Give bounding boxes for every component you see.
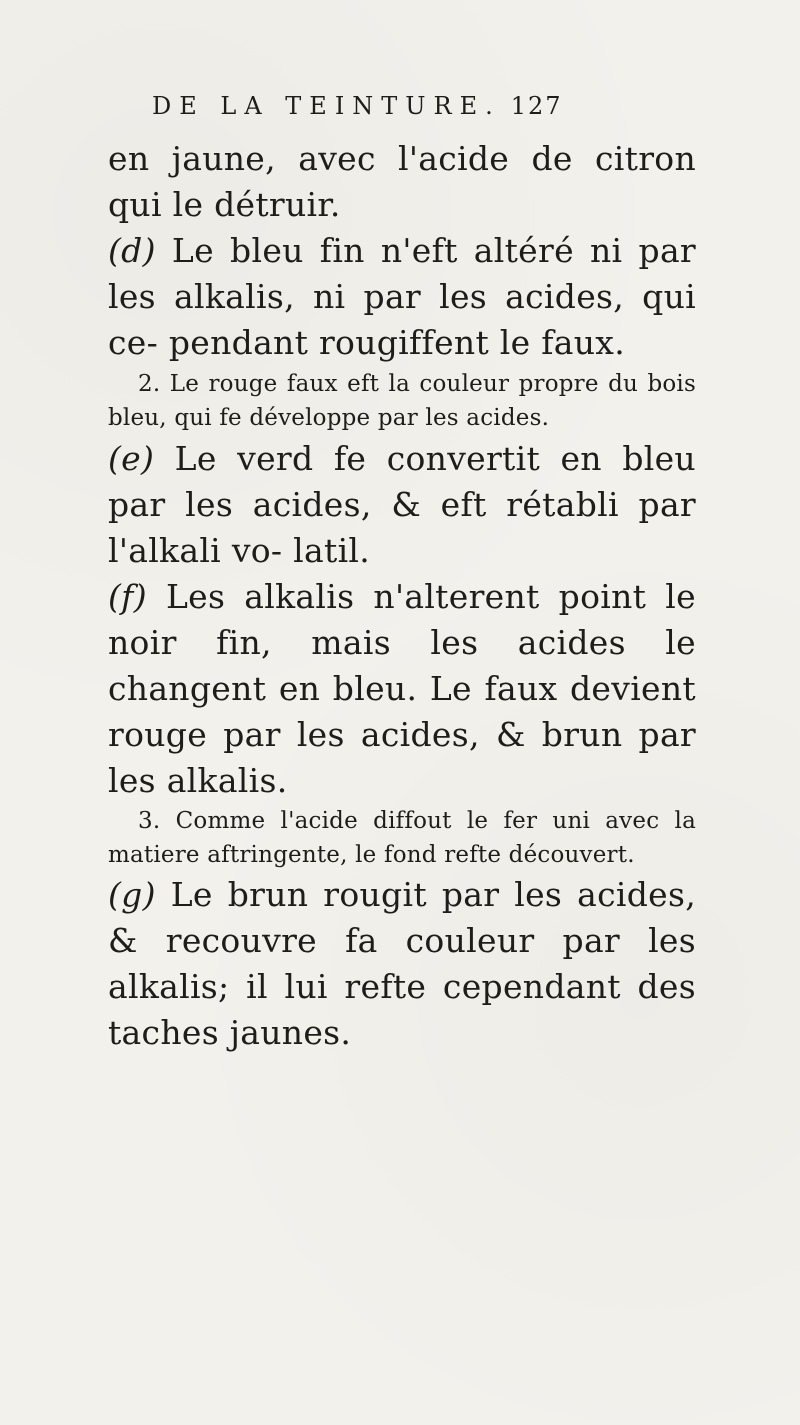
- note-3: [108, 804, 696, 872]
- note-3-text: 3. Comme l'acide diffout le fer uni avec la matiere aftringente, le fond refte découvert.: [108, 808, 696, 868]
- paragraph-f-text: Les alkalis n'alterent point le noir fin, mais les acides le changent en bleu. Le faux devient rouge par les acides, & brun par les alkalis.: [108, 577, 696, 800]
- paragraph-1-text: en jaune, avec l'acide de citron qui le détruir.: [108, 139, 696, 224]
- paragraph-1: [108, 136, 696, 228]
- paragraph-f: [108, 574, 696, 804]
- note-2: [108, 367, 696, 435]
- paragraph-g-text: Le brun rougit par les acides, & recouvre fa couleur par les alkalis; il lui refte cependant des taches jaunes.: [108, 875, 696, 1052]
- paragraph-g-marker: (g): [108, 875, 156, 914]
- paragraph-e: [108, 436, 696, 574]
- paragraph-e-text: Le verd fe convertit en bleu par les acides, & eft rétabli par l'alkali vo- latil.: [108, 439, 696, 570]
- paragraph-g: [108, 872, 696, 1056]
- paragraph-d-text: Le bleu fin n'eft altéré ni par les alkalis, ni par les acides, qui ce- pendant rougiffent le faux.: [108, 231, 696, 362]
- page-number: 127: [510, 92, 563, 120]
- page-header-title: DE LA TEINTURE.: [152, 92, 501, 120]
- note-2-text: 2. Le rouge faux eft la couleur propre du bois bleu, qui fe développe par les acides.: [108, 371, 696, 431]
- running-head: [152, 92, 712, 120]
- paragraph-d: [108, 228, 696, 366]
- paragraph-f-marker: (f): [108, 577, 147, 616]
- paragraph-d-marker: (d): [108, 231, 156, 270]
- paragraph-e-marker: (e): [108, 439, 155, 478]
